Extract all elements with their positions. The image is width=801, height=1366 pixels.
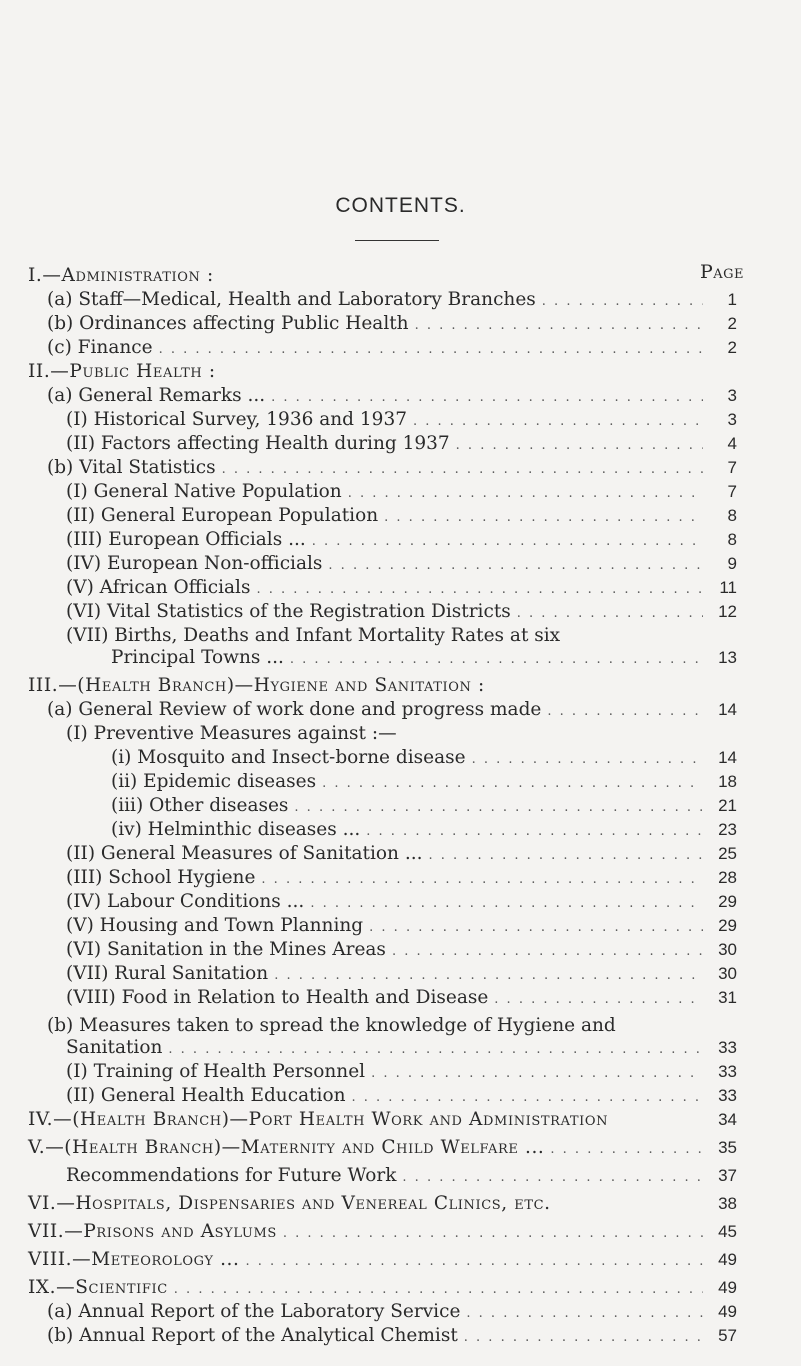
toc-entry-page-number: 2: [727, 314, 737, 333]
dot-leader: [550, 1139, 703, 1160]
dot-leader: [312, 531, 703, 552]
toc-entry-page-number: 31: [718, 988, 737, 1007]
dot-leader: [310, 893, 703, 914]
toc-entry-page-number: 7: [727, 458, 737, 477]
toc-entry-title: (b) Annual Report of the Analytical Chemist: [47, 1325, 458, 1346]
toc-entry-page-number: 12: [718, 602, 737, 621]
toc-entry-title: (IV) Labour Conditions ...: [66, 891, 305, 912]
dot-leader: [168, 1039, 703, 1060]
dot-leader: [494, 989, 703, 1010]
toc-entry-title: Sanitation: [66, 1037, 163, 1058]
toc-entry: [47, 313, 737, 336]
toc-entry-page-number: 34: [718, 1110, 737, 1129]
toc-entry-title: (II) General Measures of Sanitation ...: [66, 843, 423, 864]
toc-entry-page-number: 7: [727, 482, 737, 501]
toc-entry-page-number: 49: [718, 1250, 737, 1269]
toc-entry-title: (b) Measures taken to spread the knowledge of Hygiene and: [47, 1015, 616, 1036]
toc-entry-title: (VI) Vital Statistics of the Registration Districts: [66, 601, 511, 622]
dot-leader: [413, 411, 703, 432]
toc-entry: [66, 625, 737, 646]
toc-entry-title: (VIII) Food in Relation to Health and Disease: [66, 987, 489, 1008]
toc-entry-page-number: 3: [727, 386, 737, 405]
toc-entry-page-number: 3: [727, 410, 737, 429]
dot-leader: [290, 649, 703, 670]
toc-entry-title: (I) General Native Population: [66, 481, 342, 502]
title-rule: [355, 240, 439, 241]
toc-entry: [47, 1015, 737, 1036]
toc-entry: [47, 385, 737, 408]
toc-entry-page-number: 30: [718, 940, 737, 959]
toc-entry-title: (a) General Review of work done and progress made: [47, 699, 542, 720]
toc-entry: [66, 987, 737, 1010]
toc-entry-title: VI.—Hospitals, Dispensaries and Venereal Clinics, etc.: [28, 1193, 551, 1214]
toc-entry: [28, 1109, 737, 1130]
toc-entry: [66, 1037, 737, 1060]
dot-leader: [246, 1251, 703, 1272]
toc-entry: [66, 505, 737, 528]
toc-entry: [111, 647, 737, 670]
toc-entry-title: (a) Annual Report of the Laboratory Service: [47, 1301, 461, 1322]
toc-entry: [66, 1165, 737, 1188]
page-column-label: Page: [699, 261, 744, 283]
dot-leader: [517, 603, 703, 624]
toc-entry-title: (II) General Health Education: [66, 1085, 346, 1106]
toc-entry-page-number: 2: [727, 338, 737, 357]
toc-entry-page-number: 38: [718, 1194, 737, 1213]
toc-entry: [66, 601, 737, 624]
toc-entry-page-number: 8: [727, 530, 737, 549]
toc-entry-title: IV.—(Health Branch)—Port Health Work and Administration: [28, 1109, 609, 1130]
toc-entry: [66, 891, 737, 914]
toc-entry: [66, 867, 737, 890]
dot-leader: [366, 821, 703, 842]
toc-entry-title: (b) Ordinances affecting Public Health: [47, 313, 409, 334]
dot-leader: [283, 1223, 703, 1244]
toc-entry: [66, 433, 737, 456]
toc-entry-page-number: 18: [718, 772, 737, 791]
dot-leader: [472, 749, 703, 770]
toc-entry-title: Principal Towns ...: [111, 647, 284, 668]
toc-entry-page-number: 33: [718, 1086, 737, 1105]
toc-entry: [66, 529, 737, 552]
toc-entry-page-number: 14: [718, 700, 737, 719]
toc-entry-page-number: 11: [719, 578, 737, 597]
toc-entry-title: (II) General European Population: [66, 505, 379, 526]
toc-entry-title: V.—(Health Branch)—Maternity and Child Welfare ...: [28, 1137, 545, 1158]
toc-entry-title: (V) African Officials: [66, 577, 251, 598]
toc-entry: [111, 771, 737, 794]
dot-leader: [428, 845, 703, 866]
toc-entry: [47, 289, 737, 312]
dot-leader: [464, 1327, 703, 1348]
toc-entry-title: (VI) Sanitation in the Mines Areas: [66, 939, 386, 960]
toc-entry: [28, 1277, 737, 1300]
toc-entry: [66, 409, 737, 432]
toc-entry-title: II.—Public Health :: [28, 361, 216, 382]
toc-entry-title: IX.—Scientific: [28, 1277, 168, 1298]
toc-entry-title: (a) General Remarks ...: [47, 385, 266, 406]
toc-entry-title: (VII) Rural Sanitation: [66, 963, 269, 984]
toc-entry-title: VII.—Prisons and Asylums: [28, 1221, 277, 1242]
toc-entry-title: I.—Administration :: [28, 265, 214, 286]
dot-leader: [547, 701, 703, 722]
toc-entry: [66, 939, 737, 962]
dot-leader: [294, 797, 703, 818]
dot-leader: [322, 773, 703, 794]
dot-leader: [369, 917, 703, 938]
toc-entry-page-number: 49: [718, 1278, 737, 1297]
dot-leader: [402, 1167, 703, 1188]
toc-entry: [28, 1137, 737, 1160]
toc-entry-title: (i) Mosquito and Insect-borne disease: [111, 747, 466, 768]
toc-entry: [66, 1085, 737, 1108]
toc-entry-title: (b) Vital Statistics: [47, 457, 216, 478]
dot-leader: [456, 435, 703, 456]
toc-entry-title: (I) Historical Survey, 1936 and 1937: [66, 409, 407, 430]
dot-leader: [352, 1087, 703, 1108]
dot-leader: [392, 941, 703, 962]
toc-entry-page-number: 57: [718, 1326, 737, 1345]
toc-entry: [111, 819, 737, 842]
toc-entry-title: (III) European Officials ...: [66, 529, 306, 550]
toc-entry: [47, 1301, 737, 1324]
toc-entry: [66, 1061, 737, 1084]
toc-entry-page-number: 25: [718, 844, 737, 863]
toc-entry-title: (a) Staff—Medical, Health and Laboratory Branches: [47, 289, 536, 310]
toc-entry: [47, 457, 737, 480]
toc-entry: [66, 963, 737, 986]
toc-entry-title: (II) Factors affecting Health during 1937: [66, 433, 450, 454]
toc-entry: [28, 675, 737, 696]
dot-leader: [384, 507, 703, 528]
dot-leader: [256, 579, 703, 600]
toc-entry-title: (VII) Births, Deaths and Infant Mortality Rates at six: [66, 625, 561, 646]
dot-leader: [274, 965, 703, 986]
toc-entry-page-number: 49: [718, 1302, 737, 1321]
toc-entry: [66, 481, 737, 504]
toc-entry-page-number: 28: [718, 868, 737, 887]
dot-leader: [261, 869, 703, 890]
toc-entry-page-number: 23: [718, 820, 737, 839]
toc-entry: [66, 843, 737, 866]
toc-entry-page-number: 8: [727, 506, 737, 525]
toc-entry: [66, 553, 737, 576]
dot-leader: [371, 1063, 703, 1084]
toc-entry-page-number: 33: [718, 1038, 737, 1057]
toc-entry-page-number: 14: [718, 748, 737, 767]
dot-leader: [222, 459, 703, 480]
dot-leader: [415, 315, 703, 336]
toc-entry-page-number: 30: [718, 964, 737, 983]
toc-entry-page-number: 33: [718, 1062, 737, 1081]
toc-entry-page-number: 1: [727, 290, 737, 309]
toc-entry-page-number: 29: [718, 916, 737, 935]
toc-entry: [47, 1325, 737, 1348]
toc-entry: [66, 723, 737, 744]
toc-entry-title: VIII.—Meteorology ...: [28, 1249, 240, 1270]
toc-entry-page-number: 37: [718, 1166, 737, 1185]
toc-entry: [47, 699, 737, 722]
toc-entry-page-number: 9: [727, 554, 737, 573]
dot-leader: [328, 555, 703, 576]
toc-entry: [66, 915, 737, 938]
toc-entry-title: (I) Training of Health Personnel: [66, 1061, 366, 1082]
toc-entry: [66, 577, 737, 600]
toc-entry-title: Recommendations for Future Work: [66, 1165, 397, 1186]
toc-entry-title: III.—(Health Branch)—Hygiene and Sanitation :: [28, 675, 485, 696]
toc-entry-page-number: 35: [718, 1138, 737, 1157]
toc-entry: [28, 1249, 737, 1272]
toc-entry: [28, 1221, 737, 1244]
toc-entry-page-number: 45: [718, 1222, 737, 1241]
toc-entry-title: (I) Preventive Measures against :—: [66, 723, 397, 744]
toc-entry-page-number: 21: [718, 796, 737, 815]
toc-entry: [111, 747, 737, 770]
toc-entry-title: (V) Housing and Town Planning: [66, 915, 364, 936]
toc-entry: [47, 337, 737, 360]
toc-entry: [28, 1193, 737, 1214]
toc-entry-title: (ii) Epidemic diseases: [111, 771, 317, 792]
toc-entry-title: (iii) Other diseases: [111, 795, 289, 816]
toc-entry: [111, 795, 737, 818]
dot-leader: [542, 291, 703, 312]
toc-entry-title: (iv) Helminthic diseases ...: [111, 819, 361, 840]
dot-leader: [271, 387, 703, 408]
toc-entry-page-number: 29: [718, 892, 737, 911]
toc-entry-title: (c) Finance: [47, 337, 153, 358]
toc-entry-title: (IV) European Non-officials: [66, 553, 323, 574]
toc-entry: [28, 265, 737, 286]
toc-entry-title: (III) School Hygiene: [66, 867, 256, 888]
toc-entry-page-number: 4: [727, 434, 737, 453]
dot-leader: [466, 1303, 703, 1324]
dot-leader: [174, 1279, 703, 1300]
dot-leader: [348, 483, 703, 504]
toc-entry-page-number: 13: [718, 648, 737, 667]
dot-leader: [159, 339, 703, 360]
toc-entry: [28, 361, 737, 382]
page-title: CONTENTS.: [335, 194, 466, 217]
